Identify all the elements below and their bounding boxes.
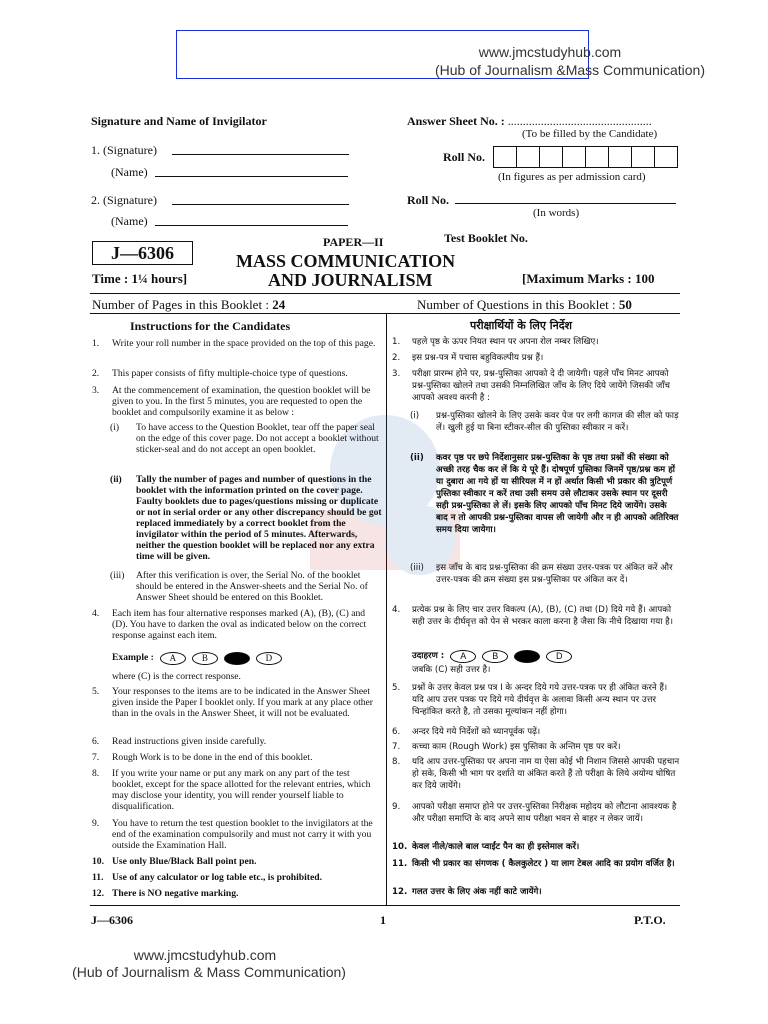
instruction-item bbox=[392, 756, 680, 792]
item-number: 4. bbox=[392, 605, 401, 615]
item-number: (iii) bbox=[110, 570, 125, 581]
oval-c-filled bbox=[224, 652, 250, 665]
item-text: You have to return the test question booklet to the invigilators at the end of the examination compulsorily and must not carry it with you outside the Examination Hall. bbox=[112, 818, 373, 851]
instruction-item bbox=[92, 888, 238, 899]
item-text: अन्दर दिये गये निर्देशों को ध्यानपूर्वक पढ़ें। bbox=[412, 727, 541, 737]
instruction-item bbox=[392, 841, 579, 853]
item-text: If you write your name or put any mark on any part of the test booklet, except for the space allotted for the relevant entries, which may disclose your identity, you will render yourself liable to disqualification. bbox=[112, 768, 371, 812]
roll-digit-box[interactable] bbox=[608, 146, 632, 168]
instruction-item bbox=[92, 752, 313, 763]
item-text: This paper consists of fifty multiple-choice type of questions. bbox=[112, 368, 348, 379]
hindi-heading: परीक्षार्थियों के लिए निर्देश bbox=[470, 319, 573, 332]
item-text: परीक्षा प्रारम्भ होने पर, प्रश्न-पुस्तिका आपको दे दी जायेगी। पहले पाँच मिनट आपको प्रश्न-पुस्तिका खोलने तथा उसकी निम्नलिखित जाँच के लिए दिये जायेंगे जिसकी जाँच आपको अवश्य करनी है : bbox=[412, 369, 670, 403]
name-2-line[interactable] bbox=[155, 225, 348, 226]
questions-label: Number of Questions in this Booklet : bbox=[417, 297, 619, 312]
item-text: प्रश्नों के उत्तर केवल प्रश्न पत्र I के अन्दर दिये गये उत्तर-पत्रक पर ही अंकित करने हैं। यदि आप उत्तर पत्रक पर दिये गये दीर्घवृत्त के अलावा किसी अन्य स्थान पर उत्तर चिन्हांकित करते है, तो उसका मूल्यांकन नहीं होगा। bbox=[412, 683, 668, 717]
header-url: www.jmcstudyhub.com bbox=[478, 44, 622, 60]
divider-top bbox=[90, 293, 680, 294]
item-number: 7. bbox=[392, 742, 401, 752]
oval-a: A bbox=[160, 652, 186, 665]
instruction-item bbox=[92, 368, 348, 379]
item-number: 12. bbox=[92, 888, 104, 899]
item-number: 1. bbox=[92, 338, 100, 349]
roll-digit-box[interactable] bbox=[493, 146, 517, 168]
item-number: (ii) bbox=[110, 474, 122, 485]
example-label: Example : bbox=[112, 652, 154, 663]
item-text: Write your roll number in the space provided on the top of this page. bbox=[112, 338, 376, 349]
instruction-item bbox=[392, 858, 675, 870]
item-number: 5. bbox=[92, 686, 100, 697]
paper-title-line1: MASS COMMUNICATION bbox=[236, 251, 456, 271]
answer-sheet-note: (To be filled by the Candidate) bbox=[522, 128, 658, 140]
item-text: इस प्रश्न-पत्र में पचास बहुविकल्पीय प्रश्न हैं। bbox=[412, 353, 544, 363]
pto-label: P.T.O. bbox=[634, 913, 666, 927]
item-text: यदि आप उत्तर-पुस्तिका पर अपना नाम या ऐसा कोई भी निशान जिससे आपकी पहचान हो सके, किसी भी भाग पर दर्शाते या अंकित करते हैं तो परीक्षा के लिये अयोग्य घोषित कर दिये जायेंगे। bbox=[412, 757, 680, 791]
instruction-item bbox=[392, 352, 543, 364]
instruction-item bbox=[92, 338, 375, 349]
item-number: 2. bbox=[392, 353, 401, 363]
item-text: प्रत्येक प्रश्न के लिए चार उत्तर विकल्प (A), (B), (C) तथा (D) दिये गये हैं। आपको सही उत्तर के दीर्घवृत्त को पेन से भरकर काला करना है जैसा कि नीचे दिखाया गया है। bbox=[412, 605, 673, 627]
item-number: 9. bbox=[392, 802, 401, 812]
item-number: 4. bbox=[92, 608, 100, 619]
english-heading: Instructions for the Candidates bbox=[130, 319, 291, 333]
instruction-item bbox=[392, 726, 540, 738]
oval-b: B bbox=[192, 652, 218, 665]
time-allowed: Time : 1¼ hours] bbox=[92, 271, 188, 286]
item-number: 11. bbox=[92, 872, 104, 883]
instruction-item bbox=[392, 368, 680, 404]
footer-tagline: (Hub of Journalism & Mass Communication) bbox=[72, 964, 346, 980]
instruction-note bbox=[412, 664, 490, 676]
roll-no-note: (In figures as per admission card) bbox=[498, 171, 646, 183]
item-number: 9. bbox=[92, 818, 100, 829]
instruction-subitem bbox=[110, 474, 382, 562]
oval-b: B bbox=[482, 650, 508, 663]
header-tagline: (Hub of Journalism &Mass Communication) bbox=[435, 62, 705, 78]
example-row bbox=[412, 650, 572, 663]
oval-d: D bbox=[546, 650, 572, 663]
instruction-item bbox=[392, 801, 680, 825]
instruction-item bbox=[392, 682, 680, 718]
item-text: आपको परीक्षा समाप्त होने पर उत्तर-पुस्तिका निरीक्षक महोदय को लौटाना आवश्यक है और परीक्षा समाप्ति के बाद अपने साथ परीक्षा भवन से बाहर न लेकर जायें। bbox=[412, 802, 677, 824]
item-number: 8. bbox=[92, 768, 100, 779]
item-number: 8. bbox=[392, 757, 401, 767]
instruction-subitem bbox=[110, 570, 382, 603]
roll-no-words-note: (In words) bbox=[533, 207, 580, 219]
item-number: 12. bbox=[392, 887, 408, 897]
item-text: किसी भी प्रकार का संगणक ( कैलकुलेटर ) या लाग टेबल आदि का प्रयोग वर्जित है। bbox=[412, 859, 675, 869]
instruction-item bbox=[392, 604, 680, 628]
instruction-item bbox=[92, 385, 382, 418]
instruction-item bbox=[92, 608, 382, 641]
paper-title-line2: AND JOURNALISM bbox=[268, 270, 433, 290]
instruction-item bbox=[392, 741, 620, 753]
pages-label: Number of Pages in this Booklet : bbox=[92, 297, 273, 312]
instruction-item bbox=[392, 336, 599, 348]
example-label: उदाहरण : bbox=[412, 651, 445, 661]
roll-digit-box[interactable] bbox=[562, 146, 586, 168]
oval-c-filled bbox=[514, 650, 540, 663]
item-number: 1. bbox=[392, 337, 401, 347]
roll-no-words-line[interactable] bbox=[455, 203, 676, 204]
item-number: 3. bbox=[92, 385, 100, 396]
roll-no-label: Roll No. bbox=[443, 150, 485, 164]
instruction-subitem bbox=[410, 410, 680, 434]
answer-sheet-label: Answer Sheet No. : bbox=[407, 114, 508, 128]
divider-bottom bbox=[90, 905, 680, 906]
signature-1-label: 1. (Signature) bbox=[91, 143, 157, 157]
item-number: (i) bbox=[410, 411, 420, 421]
item-text: Your responses to the items are to be indicated in the Answer Sheet given inside the Paper I booklet only. If you mark at any place other than in the ovals in the Answer Sheet, it will not be evaluated. bbox=[112, 686, 373, 719]
item-number: 6. bbox=[92, 736, 100, 747]
pages-count bbox=[92, 297, 285, 313]
item-text: कवर पृष्ठ पर छपे निर्देशानुसार प्रश्न-पुस्तिका के पृष्ठ तथा प्रश्नों की संख्या को अच्छी तरह चैक कर लें कि ये पूरे हैं। दोषपूर्ण पुस्तिका जिनमें पृष्ठ/प्रश्न कम हों या दुबारा आ गये हों या सीरियल में न हों अर्थात किसी भी प्रकार की त्रुटिपूर्ण पुस्तिका स्वीकार न करें तथा उसी समय उसे लौटाकर उसके स्थान पर दूसरी सही प्रश्न-पुस्तिका ले लें। इसके लिए आपको पाँच मिनट दिये जायेंगे। उसके बाद न तो आपकी प्रश्न-पुस्तिका वापस ली जायेगी और न ही आपको अतिरिक्त समय दिया जायेगा। bbox=[436, 453, 679, 535]
item-number: 10. bbox=[92, 856, 104, 867]
roll-digit-box[interactable] bbox=[516, 146, 540, 168]
paper-number: PAPER—II bbox=[323, 235, 384, 249]
item-text: Use only Blue/Black Ball point pen. bbox=[112, 856, 257, 867]
signature-2-label: 2. (Signature) bbox=[91, 193, 157, 207]
item-text: Read instructions given inside carefully. bbox=[112, 736, 267, 747]
instruction-item bbox=[92, 872, 322, 883]
roll-digit-box[interactable] bbox=[585, 146, 609, 168]
item-text: Tally the number of pages and number of questions in the booklet with the information printed on the cover page. Faulty booklets due to pages/questions missing or duplicate or not in serial order or any other discrepancy should be got replaced immediately by a correct booklet from the invigilator within the period of 5 minutes. Afterwards, neither the question booklet will be replaced nor any extra time will be given. bbox=[136, 474, 382, 562]
instruction-subitem bbox=[410, 452, 680, 536]
paper-code: J—6306 bbox=[92, 241, 193, 265]
footer-code: J—6306 bbox=[91, 913, 133, 927]
item-text: There is NO negative marking. bbox=[112, 888, 239, 899]
page-number: 1 bbox=[380, 913, 386, 927]
item-number: 3. bbox=[392, 369, 401, 379]
instruction-item bbox=[92, 736, 266, 747]
item-text: गलत उत्तर के लिए अंक नहीं काटे जायेंगे। bbox=[412, 887, 542, 897]
answer-sheet-dots: ................................................ bbox=[507, 114, 652, 128]
pages-value: 24 bbox=[272, 297, 286, 312]
signature-1-line[interactable] bbox=[172, 154, 349, 155]
instruction-subitem bbox=[110, 422, 382, 455]
instruction-item bbox=[392, 886, 542, 898]
oval-d: D bbox=[256, 652, 282, 665]
instruction-item bbox=[92, 768, 382, 812]
item-text: Rough Work is to be done in the end of this booklet. bbox=[112, 752, 313, 763]
divider-columns bbox=[90, 313, 680, 314]
instruction-note bbox=[112, 671, 241, 682]
questions-value: 50 bbox=[618, 297, 632, 312]
item-text: इस जाँच के बाद प्रश्न-पुस्तिका की क्रम संख्या उत्तर-पत्रक पर अंकित करें और उत्तर-पत्रक की क्रम संख्या इस प्रश्न-पुस्तिका पर अंकित कर दें। bbox=[436, 563, 673, 585]
instruction-item bbox=[92, 856, 256, 867]
signature-2-line[interactable] bbox=[172, 204, 349, 205]
item-text: केवल नीले/काले बाल प्वाईंट पैन का ही इस्तेमाल करें। bbox=[412, 842, 580, 852]
item-number: (ii) bbox=[410, 453, 424, 463]
name-2-label: (Name) bbox=[111, 214, 148, 228]
roll-digit-box[interactable] bbox=[631, 146, 655, 168]
questions-count bbox=[417, 297, 632, 313]
item-text: Each item has four alternative responses marked (A), (B), (C) and (D). You have to darken the oval as indicated below on the correct response against each item. bbox=[112, 608, 367, 641]
item-number: 11. bbox=[392, 859, 408, 869]
item-number: 6. bbox=[392, 727, 401, 737]
item-number: 10. bbox=[392, 842, 408, 852]
item-text: जबकि (C) सही उत्तर है। bbox=[412, 665, 491, 675]
footer-url: www.jmcstudyhub.com bbox=[133, 947, 277, 963]
item-text: At the commencement of examination, the question booklet will be given to you. In the first 5 minutes, you are requested to open the booklet and compulsorily examine it as below : bbox=[112, 385, 371, 418]
name-1-label: (Name) bbox=[111, 165, 148, 179]
roll-digit-box[interactable] bbox=[654, 146, 678, 168]
item-text: कच्चा काम (Rough Work) इस पुस्तिका के अन्तिम पृष्ठ पर करें। bbox=[412, 742, 621, 752]
answer-sheet-field[interactable] bbox=[407, 114, 652, 129]
name-1-line[interactable] bbox=[155, 176, 348, 177]
test-booklet-label: Test Booklet No. bbox=[444, 231, 528, 245]
item-text: पहले पृष्ठ के ऊपर नियत स्थान पर अपना रोल नम्बर लिखिए। bbox=[412, 337, 599, 347]
item-text: To have access to the Question Booklet, tear off the paper seal on the edge of this cover page. Do not accept a booklet without sticker-seal and do not accept an open booklet. bbox=[136, 422, 379, 455]
item-text: where (C) is the correct response. bbox=[112, 671, 241, 682]
instruction-item bbox=[92, 686, 382, 719]
item-number: 5. bbox=[392, 683, 401, 693]
roll-no-boxes[interactable] bbox=[494, 146, 678, 168]
item-number: 7. bbox=[92, 752, 100, 763]
roll-digit-box[interactable] bbox=[539, 146, 563, 168]
item-number: 2. bbox=[92, 368, 100, 379]
invigilator-title: Signature and Name of Invigilator bbox=[91, 114, 267, 128]
item-text: After this verification is over, the Serial No. of the booklet should be entered in the Answer-sheets and the Serial No. of Answer Sheet should be entered on this Booklet. bbox=[136, 570, 368, 603]
instruction-item bbox=[92, 818, 382, 851]
maximum-marks: [Maximum Marks : 100 bbox=[522, 271, 655, 286]
roll-no-words-label: Roll No. bbox=[407, 193, 449, 207]
example-row bbox=[112, 652, 282, 665]
item-number: (i) bbox=[110, 422, 120, 433]
item-text: Use of any calculator or log table etc., is prohibited. bbox=[112, 872, 322, 883]
instruction-subitem bbox=[410, 562, 680, 586]
item-number: (iii) bbox=[410, 563, 424, 573]
item-text: प्रश्न-पुस्तिका खोलने के लिए उसके कवर पेज पर लगी कागज की सील को फाड़ लें। खुली हुई या बिना स्टीकर-सील की पुस्तिका स्वीकार न करें। bbox=[436, 411, 679, 433]
oval-a: A bbox=[450, 650, 476, 663]
